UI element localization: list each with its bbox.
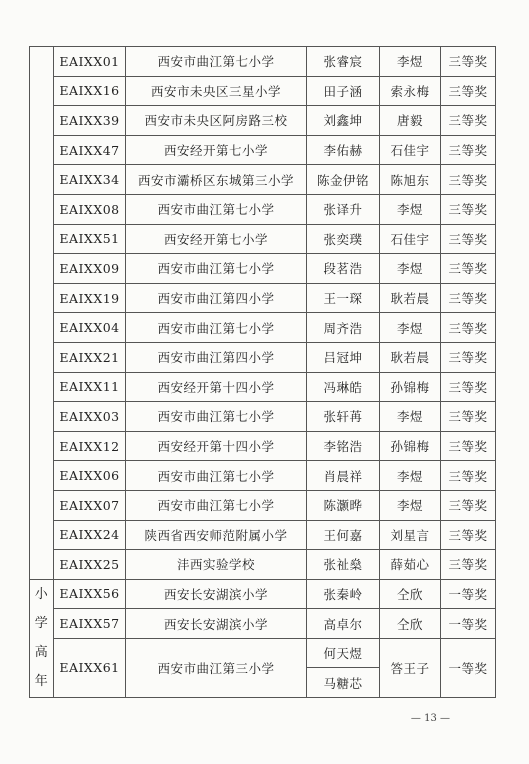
entry-id: EAIXX51 [54, 224, 126, 254]
teacher-name: 仝欣 [380, 579, 441, 609]
table-row [30, 254, 496, 284]
student-name: 张睿宸 [307, 47, 380, 77]
table-row [30, 283, 496, 313]
teacher-name: 李煜 [380, 313, 441, 343]
award-level: 三等奖 [441, 342, 496, 372]
teacher-name: 薛茹心 [380, 550, 441, 580]
table-row [30, 550, 496, 580]
award-level: 三等奖 [441, 76, 496, 106]
entry-id: EAIXX56 [54, 579, 126, 609]
award-level: 三等奖 [441, 224, 496, 254]
table-row [30, 135, 496, 165]
award-level: 三等奖 [441, 283, 496, 313]
table-row [30, 490, 496, 520]
school-name: 西安市曲江第三小学 [126, 638, 307, 697]
student-name: 张译升 [307, 194, 380, 224]
award-level: 三等奖 [441, 490, 496, 520]
entry-id: EAIXX01 [54, 47, 126, 77]
award-level: 三等奖 [441, 106, 496, 136]
award-level: 一等奖 [441, 638, 496, 697]
table-row [30, 372, 496, 402]
teacher-name: 耿若晨 [380, 342, 441, 372]
entry-id: EAIXX11 [54, 372, 126, 402]
school-name: 西安市曲江第七小学 [126, 402, 307, 432]
teacher-name: 刘星言 [380, 520, 441, 550]
teacher-name: 孙锦梅 [380, 372, 441, 402]
school-name: 西安市曲江第七小学 [126, 490, 307, 520]
table-row [30, 431, 496, 461]
entry-id: EAIXX61 [54, 638, 126, 697]
school-name: 西安经开第七小学 [126, 224, 307, 254]
entry-id: EAIXX03 [54, 402, 126, 432]
school-name: 西安经开第十四小学 [126, 372, 307, 402]
student-name: 刘鑫坤 [307, 106, 380, 136]
entry-id: EAIXX57 [54, 609, 126, 639]
award-level: 一等奖 [441, 609, 496, 639]
entry-id: EAIXX47 [54, 135, 126, 165]
teacher-name: 李煜 [380, 194, 441, 224]
table-row [30, 313, 496, 343]
table-row [30, 609, 496, 639]
table-row [30, 520, 496, 550]
award-level: 三等奖 [441, 313, 496, 343]
student-name: 王何嘉 [307, 520, 380, 550]
table-row [30, 402, 496, 432]
entry-id: EAIXX09 [54, 254, 126, 284]
teacher-name: 耿若晨 [380, 283, 441, 313]
award-level: 三等奖 [441, 372, 496, 402]
table-row [30, 47, 496, 77]
category-char: 学 [34, 616, 49, 632]
table-row [30, 579, 496, 609]
school-name: 西安长安湖滨小学 [126, 579, 307, 609]
table-row [30, 106, 496, 136]
award-level: 三等奖 [441, 135, 496, 165]
student-name: 李铭浩 [307, 431, 380, 461]
entry-id: EAIXX04 [54, 313, 126, 343]
award-level: 一等奖 [441, 579, 496, 609]
category-char: 小 [34, 587, 49, 603]
teacher-name: 石佳宇 [380, 224, 441, 254]
student-name: 张秦岭 [307, 579, 380, 609]
award-level: 三等奖 [441, 165, 496, 195]
award-level: 三等奖 [441, 520, 496, 550]
award-level: 三等奖 [441, 254, 496, 284]
teacher-name: 李煜 [380, 402, 441, 432]
table-row [30, 194, 496, 224]
table-row [30, 638, 496, 668]
entry-id: EAIXX21 [54, 342, 126, 372]
award-level: 三等奖 [441, 550, 496, 580]
teacher-name: 唐毅 [380, 106, 441, 136]
school-name: 西安经开第七小学 [126, 135, 307, 165]
teacher-name: 仝欣 [380, 609, 441, 639]
teacher-name: 陈旭东 [380, 165, 441, 195]
student-name: 张奕璞 [307, 224, 380, 254]
teacher-name: 答王子 [380, 638, 441, 697]
teacher-name: 李煜 [380, 254, 441, 284]
teacher-name: 索永梅 [380, 76, 441, 106]
entry-id: EAIXX39 [54, 106, 126, 136]
award-level: 三等奖 [441, 431, 496, 461]
category-char: 高 [34, 645, 49, 661]
award-level: 三等奖 [441, 461, 496, 491]
student-name: 李佑赫 [307, 135, 380, 165]
school-name: 西安市未央区阿房路三校 [126, 106, 307, 136]
award-level: 三等奖 [441, 194, 496, 224]
category-char: 年 [34, 674, 49, 690]
school-name: 西安经开第十四小学 [126, 431, 307, 461]
teacher-name: 石佳宇 [380, 135, 441, 165]
student-name: 肖晨祥 [307, 461, 380, 491]
student-name: 陈金伊铭 [307, 165, 380, 195]
student-name: 吕冠坤 [307, 342, 380, 372]
award-level: 三等奖 [441, 47, 496, 77]
student-name: 陈灏晔 [307, 490, 380, 520]
award-table [29, 46, 496, 698]
entry-id: EAIXX12 [54, 431, 126, 461]
page-number: — 13 — [410, 713, 450, 724]
school-name: 西安市曲江第七小学 [126, 47, 307, 77]
school-name: 西安市曲江第七小学 [126, 194, 307, 224]
entry-id: EAIXX19 [54, 283, 126, 313]
school-name: 西安市曲江第七小学 [126, 461, 307, 491]
student-name: 王一琛 [307, 283, 380, 313]
teacher-name: 孙锦梅 [380, 431, 441, 461]
table-row [30, 165, 496, 195]
table-row [30, 76, 496, 106]
school-name: 沣西实验学校 [126, 550, 307, 580]
student-name: 张祉燊 [307, 550, 380, 580]
student-name: 段茗浩 [307, 254, 380, 284]
teacher-name: 李煜 [380, 490, 441, 520]
school-name: 西安市灞桥区东城第三小学 [126, 165, 307, 195]
student-name: 张轩苒 [307, 402, 380, 432]
student-name: 冯琳皓 [307, 372, 380, 402]
table-row [30, 224, 496, 254]
school-name: 西安市曲江第七小学 [126, 254, 307, 284]
table-row [30, 461, 496, 491]
school-name: 西安市未央区三星小学 [126, 76, 307, 106]
school-name: 西安长安湖滨小学 [126, 609, 307, 639]
entry-id: EAIXX34 [54, 165, 126, 195]
entry-id: EAIXX06 [54, 461, 126, 491]
student-name: 周齐浩 [307, 313, 380, 343]
student-name: 高卓尔 [307, 609, 380, 639]
entry-id: EAIXX16 [54, 76, 126, 106]
entry-id: EAIXX25 [54, 550, 126, 580]
student-name: 何天煜 [307, 638, 380, 668]
teacher-name: 李煜 [380, 47, 441, 77]
award-level: 三等奖 [441, 402, 496, 432]
entry-id: EAIXX24 [54, 520, 126, 550]
school-name: 陕西省西安师范附属小学 [126, 520, 307, 550]
table-row [30, 342, 496, 372]
school-name: 西安市曲江第七小学 [126, 313, 307, 343]
entry-id: EAIXX07 [54, 490, 126, 520]
school-name: 西安市曲江第四小学 [126, 342, 307, 372]
teacher-name: 李煜 [380, 461, 441, 491]
category-cell-empty [30, 47, 54, 580]
student-name: 田子涵 [307, 76, 380, 106]
entry-id: EAIXX08 [54, 194, 126, 224]
school-name: 西安市曲江第四小学 [126, 283, 307, 313]
category-label [30, 579, 54, 697]
student-name: 马糖芯 [307, 668, 380, 698]
